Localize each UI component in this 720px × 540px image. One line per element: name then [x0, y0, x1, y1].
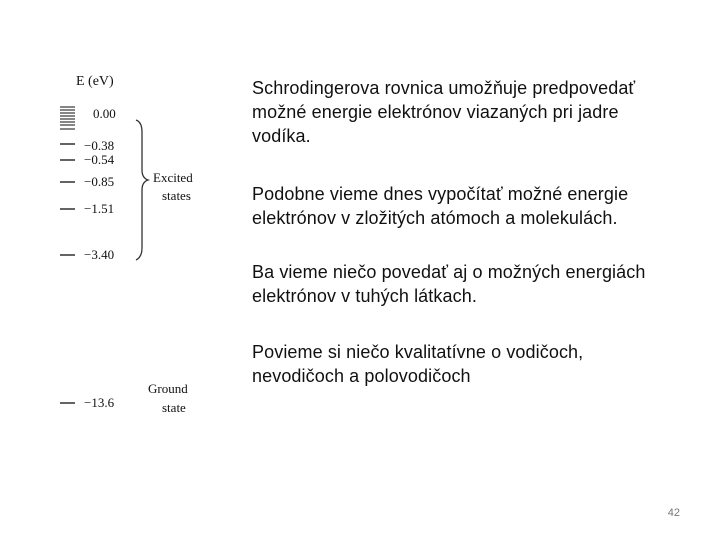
paragraph-line: elektrónov v zložitých atómoch a molekulách.: [252, 208, 618, 228]
paragraph: [252, 340, 583, 388]
level-value: −0.38: [84, 138, 115, 153]
paragraph-line: možné energie elektrónov viazaných pri jadre: [252, 102, 619, 122]
ground-label-line1: Ground: [148, 381, 188, 396]
energy-level-diagram: [0, 0, 250, 440]
excited-states-brace: [136, 120, 148, 260]
paragraph-line: Podobne vieme dnes vypočítať možné energie: [252, 184, 629, 204]
level-value: 0.00: [93, 106, 116, 121]
paragraph-line: nevodičoch a polovodičoch: [252, 366, 471, 386]
paragraph: [252, 182, 628, 230]
excited-label-line1: Excited: [153, 170, 193, 185]
level-value: −13.6: [84, 395, 115, 410]
level-lines: [60, 144, 75, 403]
paragraph: [252, 76, 635, 148]
paragraph-line: Schrodingerova rovnica umožňuje predpovedať: [252, 78, 636, 98]
level-value: −0.54: [84, 152, 115, 167]
level-value: −0.85: [84, 174, 115, 189]
paragraph-line: Povieme si niečo kvalitatívne o vodičoch,: [252, 342, 584, 362]
paragraph-line: Ba vieme niečo povedať aj o možných energiách: [252, 262, 646, 282]
level-value: −3.40: [84, 247, 115, 262]
page-number: 42: [667, 507, 680, 519]
ground-label-line2: state: [162, 400, 186, 415]
paragraph-line: elektrónov v tuhých látkach.: [252, 286, 477, 306]
excited-label-line2: states: [162, 188, 191, 203]
convergence-lines: [60, 107, 75, 129]
paragraph: [252, 260, 645, 308]
paragraph-line: vodíka.: [252, 126, 311, 146]
level-value: −1.51: [84, 201, 115, 216]
axis-label: E (eV): [76, 74, 114, 89]
